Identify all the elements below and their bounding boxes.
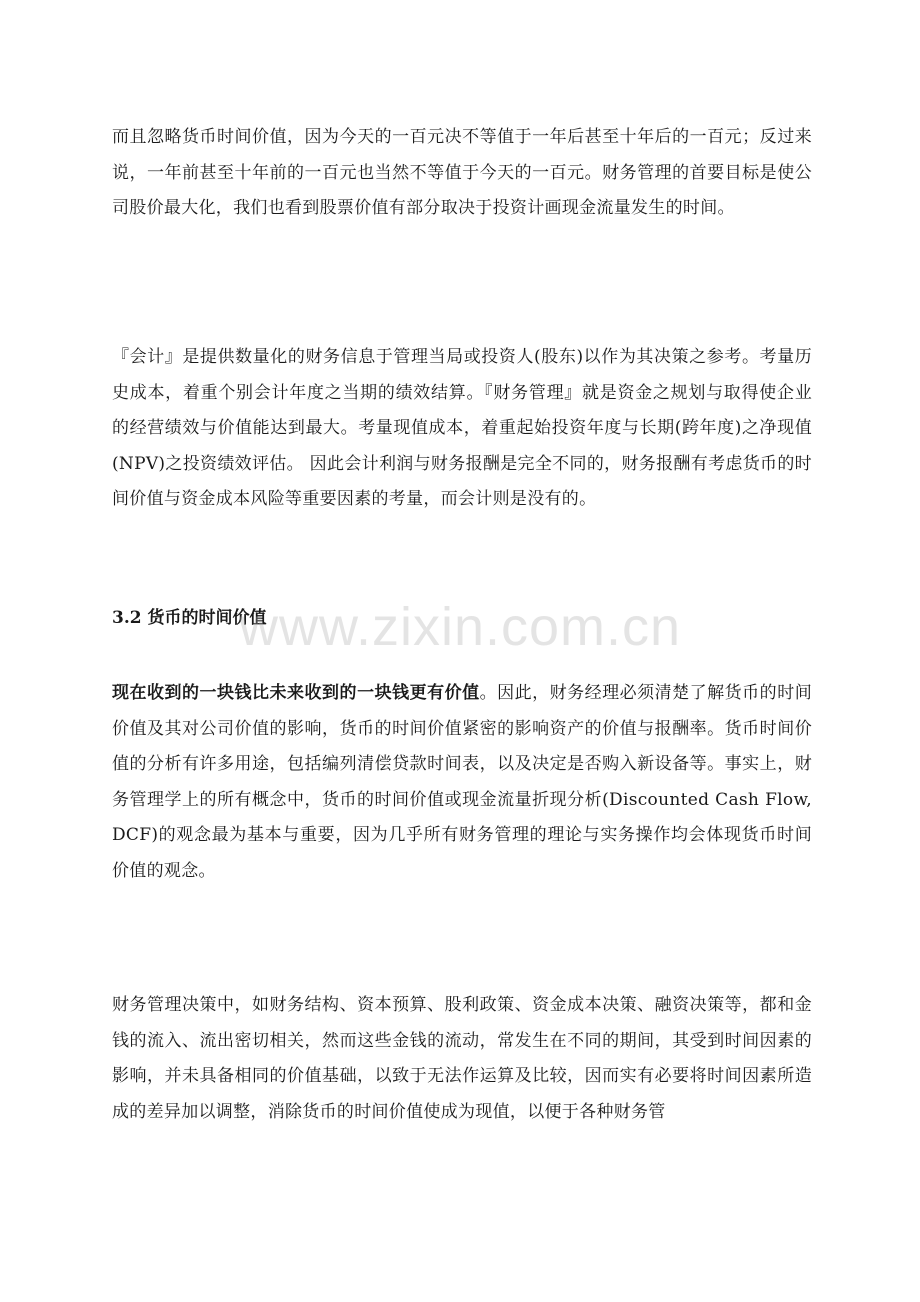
paragraph-money-time-value bbox=[112, 676, 812, 889]
paragraph-financial-decisions: 财务管理决策中，如财务结构、资本预算、股利政策、资金成本决策、融资决策等，都和金钱的流入、流出密切相关，然而这些金钱的流动，常发生在不同的期间，其受到时间因素的影响，并未具备相同的价值基础，以致于无法作运算及比较，因而实有必要将时间因素所造成的差异加以调整，消除货币的时间价值使成为现值，以便于各种财务管 bbox=[112, 995, 812, 1122]
watermark: www.zixin.com.cn bbox=[238, 597, 682, 657]
paragraph-body-text: 。因此，财务经理必须清楚了解货币的时间价值及其对公司价值的影响，货币的时间价值紧密的影响资产的价值与报酬率。货币时间价值的分析有许多用途，包括编列清偿贷款时间表，以及决定是否购入新设备等。事实上，财务管理学上的所有概念中，货币的时间价值或现金流量折现分析(Discounted Cash Flow, DCF)的观念最为基本与重要，因为几乎所有财务管理的理论与实务操作均会体现货币时间价值的观念。 bbox=[112, 683, 812, 881]
section-heading: 3.2 货币的时间价值 bbox=[112, 608, 267, 628]
bold-lead-sentence: 现在收到的一块钱比未来收到的一块钱更有价值 bbox=[112, 683, 480, 703]
paragraph-time-value-intro: 而且忽略货币时间价值，因为今天的一百元决不等值于一年后甚至十年后的一百元；反过来说，一年前甚至十年前的一百元也当然不等值于今天的一百元。财务管理的首要目标是使公司股价最大化，我们也看到股票价值有部分取决于投资计画现金流量发生的时间。 bbox=[112, 127, 812, 218]
paragraph-accounting-vs-finance: 『会计』是提供数量化的财务信息于管理当局或投资人(股东)以作为其决策之参考。考量历史成本，着重个别会计年度之当期的绩效结算。『财务管理』就是资金之规划与取得使企业的经营绩效与价值能达到最大。考量现值成本，着重起始投资年度与长期(跨年度)之净现值(NPV)之投资绩效评估。 因此会计利润与财务报酬是完全不同的，财务报酬有考虑货币的时间价值与资金成本风险等重要因素的考量，而会计则是没有的。 bbox=[112, 347, 812, 509]
